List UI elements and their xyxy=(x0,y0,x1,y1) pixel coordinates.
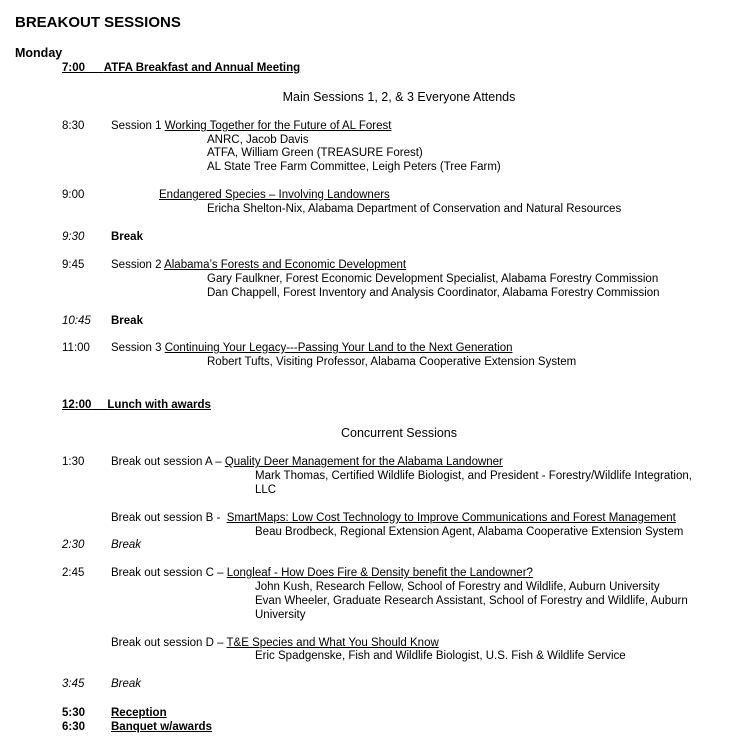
breakout-a-prefix: Break out session A – xyxy=(111,456,222,468)
breakout-b-prefix: Break out session B - xyxy=(111,512,221,524)
breakout-c-heading xyxy=(111,566,533,580)
breakout-c-prefix: Break out session C – xyxy=(111,567,224,579)
break4-time: 3:45 xyxy=(62,678,85,690)
session2-speaker-2: Dan Chappell, Forest Inventory and Analysis Coordinator, Alabama Forestry Commission xyxy=(207,287,660,299)
session1-title: Working Together for the Future of AL Forest xyxy=(164,120,392,132)
session3-speaker: Robert Tufts, Visiting Professor, Alabama Cooperative Extension System xyxy=(207,356,577,368)
break4-label: Break xyxy=(111,678,142,690)
break1-label: Break xyxy=(111,231,143,243)
session-900-speaker: Ericha Shelton-Nix, Alabama Department of Conservation and Natural Resources xyxy=(207,203,622,215)
breakout-b-title: SmartMaps: Low Cost Technology to Improve Communications and Forest Management xyxy=(226,512,676,524)
main-sessions-header: Main Sessions 1, 2, & 3 Everyone Attends xyxy=(282,90,516,104)
breakout-a-title: Quality Deer Management for the Alabama Landowner xyxy=(224,456,503,468)
lunch-row xyxy=(62,398,211,412)
session2-time: 9:45 xyxy=(62,259,85,271)
breakout-a-time: 1:30 xyxy=(62,456,85,468)
breakout-d-title: T&E Species and What You Should Know xyxy=(226,637,439,649)
session2-title: Alabama’s Forests and Economic Development xyxy=(164,259,407,271)
session-900-time: 9:00 xyxy=(62,189,85,201)
breakout-d-prefix: Break out session D – xyxy=(111,637,224,649)
opening-label: ATFA Breakfast and Annual Meeting xyxy=(103,62,301,74)
lunch-label: Lunch with awards xyxy=(107,399,211,411)
session2-heading xyxy=(111,258,406,272)
reception-label: Reception xyxy=(111,707,167,719)
session1-time: 8:30 xyxy=(62,120,85,132)
opening-row xyxy=(62,61,300,75)
session1-speaker-1: ANRC, Jacob Davis xyxy=(207,134,309,146)
breakout-c-speaker-2-line2: University xyxy=(255,609,306,621)
breakout-d-speaker: Eric Spadgenske, Fish and Wildlife Biologist, U.S. Fish & Wildlife Service xyxy=(255,650,626,662)
breakout-b-heading xyxy=(111,511,676,525)
session3-heading xyxy=(111,341,513,355)
breakout-c-title: Longleaf - How Does Fire & Density benefit the Landowner? xyxy=(226,567,533,579)
session1-prefix: Session 1 xyxy=(111,120,162,132)
breakout-a-speaker-line2: LLC xyxy=(255,484,277,496)
lunch-time: 12:00 xyxy=(62,399,92,411)
banquet-label: Banquet w/awards xyxy=(111,721,212,733)
session1-heading xyxy=(111,119,391,133)
session3-prefix: Session 3 xyxy=(111,342,162,354)
breakout-c-time: 2:45 xyxy=(62,567,85,579)
reception-time: 5:30 xyxy=(62,707,86,719)
concurrent-sessions-header: Concurrent Sessions xyxy=(340,426,458,440)
break3-label: Break xyxy=(111,539,142,551)
breakout-a-heading xyxy=(111,455,503,469)
breakout-d-heading xyxy=(111,636,439,650)
break2-time: 10:45 xyxy=(62,315,91,327)
breakout-b-speaker: Beau Brodbeck, Regional Extension Agent, Alabama Cooperative Extension System xyxy=(255,526,684,538)
break1-time: 9:30 xyxy=(62,231,85,243)
breakout-c-speaker-2-line1: Evan Wheeler, Graduate Research Assistant, School of Forestry and Wildlife, Auburn xyxy=(255,595,688,607)
session1-speaker-2: ATFA, William Green (TREASURE Forest) xyxy=(207,147,423,159)
breakout-c-speaker-1: John Kush, Research Fellow, School of Forestry and Wildlife, Auburn University xyxy=(255,581,660,593)
session-900-title: Endangered Species – Involving Landowners xyxy=(159,189,390,201)
banquet-time: 6:30 xyxy=(62,721,86,733)
session2-prefix: Session 2 xyxy=(111,259,162,271)
page-title: BREAKOUT SESSIONS xyxy=(15,14,181,31)
day-heading: Monday xyxy=(15,46,63,60)
session3-time: 11:00 xyxy=(62,342,90,354)
session2-speaker-1: Gary Faulkner, Forest Economic Development Specialist, Alabama Forestry Commission xyxy=(207,273,659,285)
session1-speaker-3: AL State Tree Farm Committee, Leigh Peters (Tree Farm) xyxy=(207,161,501,173)
break3-time: 2:30 xyxy=(62,539,85,551)
breakout-a-speaker-line1: Mark Thomas, Certified Wildlife Biologist, and President - Forestry/Wildlife Integration, xyxy=(255,470,692,482)
opening-time: 7:00 xyxy=(62,62,86,74)
break2-label: Break xyxy=(111,315,143,327)
session3-title: Continuing Your Legacy---Passing Your Land to the Next Generation xyxy=(164,342,513,354)
